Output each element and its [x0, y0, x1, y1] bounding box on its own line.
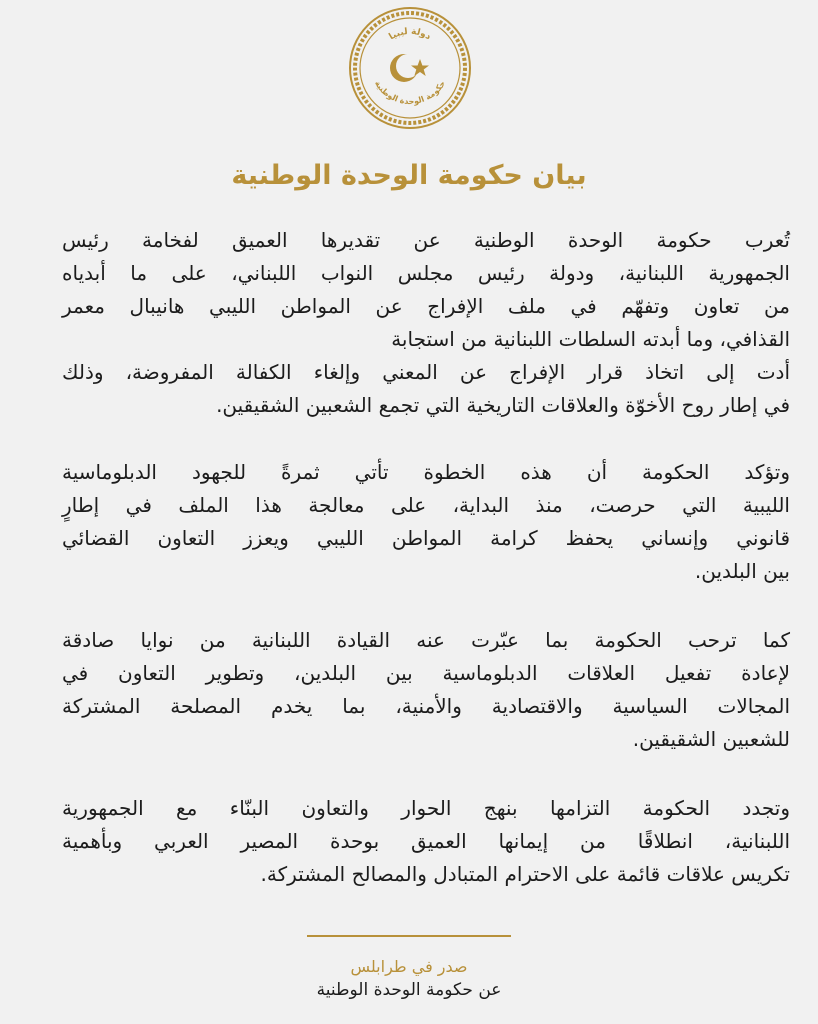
statement-paragraph-3	[62, 624, 790, 756]
text-line: لإعادة تفعيل العلاقات الدبلوماسية بين البلدين، وتطوير التعاون في	[62, 661, 790, 685]
text-line: وتؤكد الحكومة أن هذه الخطوة تأتي ثمرةً للجهود الدبلوماسية	[62, 460, 790, 484]
text-line: قانوني وإنساني يحفظ كرامة المواطن الليبي ويعزز التعاون القضائي	[62, 526, 790, 550]
text-line: أدت إلى اتخاذ قرار الإفراج عن المعني وإلغاء الكفالة المفروضة، وذلك	[62, 360, 790, 384]
government-seal-logo	[348, 6, 472, 130]
text-line: الجمهورية اللبنانية، ودولة رئيس مجلس النواب اللبناني، على ما أبدياه	[62, 261, 790, 285]
text-line: للشعبين الشقيقين.	[632, 727, 790, 751]
text-line: بين البلدين.	[694, 559, 790, 583]
text-line: في إطار روح الأخوّة والعلاقات التاريخية التي تجمع الشعبين الشقيقين.	[216, 393, 790, 417]
divider	[307, 935, 511, 937]
issuer-signature: عن حكومة الوحدة الوطنية	[316, 980, 502, 1000]
text-line: تكريس علاقات قائمة على الاحترام المتبادل والمصالح المشتركة.	[260, 862, 790, 886]
text-line: اللبنانية، انطلاقًا من إيمانها العميق بوحدة المصير العربي وبأهمية	[62, 829, 790, 853]
statement-paragraph-4	[62, 792, 790, 891]
svg-text:دولة ليبيا	[387, 27, 432, 43]
text-line: تُعرب حكومة الوحدة الوطنية عن تقديرها العميق لفخامة رئيس	[62, 228, 790, 252]
text-line: المجالات السياسية والاقتصادية والأمنية، بما يخدم المصلحة المشتركة	[62, 694, 790, 718]
statement-title: بيان حكومة الوحدة الوطنية	[231, 160, 587, 191]
text-line: القذافي، وما أبدته السلطات اللبنانية من استجابة	[391, 327, 790, 351]
seal-top-text: دولة ليبيا	[387, 26, 433, 43]
statement-paragraph-2	[62, 456, 790, 588]
text-line: من تعاون وتفهّم في ملف الإفراج عن المواطن الليبي هانيبال معمر	[62, 294, 790, 318]
svg-text:حكومة الوحدة الوطنية	[373, 79, 447, 106]
seal-bottom-text: حكومة الوحدة الوطنية	[372, 79, 448, 107]
text-line: كما ترحب الحكومة بما عبّرت عنه القيادة اللبنانية من نوايا صادقة	[62, 628, 790, 652]
text-line: الليبية التي حرصت، منذ البداية، على معالجة هذا الملف في إطارٍ	[62, 493, 790, 517]
statement-paragraph-1	[62, 224, 790, 422]
issued-location: صدر في طرابلس	[350, 957, 468, 976]
text-line: وتجدد الحكومة التزامها بنهج الحوار والتعاون البنّاء مع الجمهورية	[62, 796, 790, 820]
